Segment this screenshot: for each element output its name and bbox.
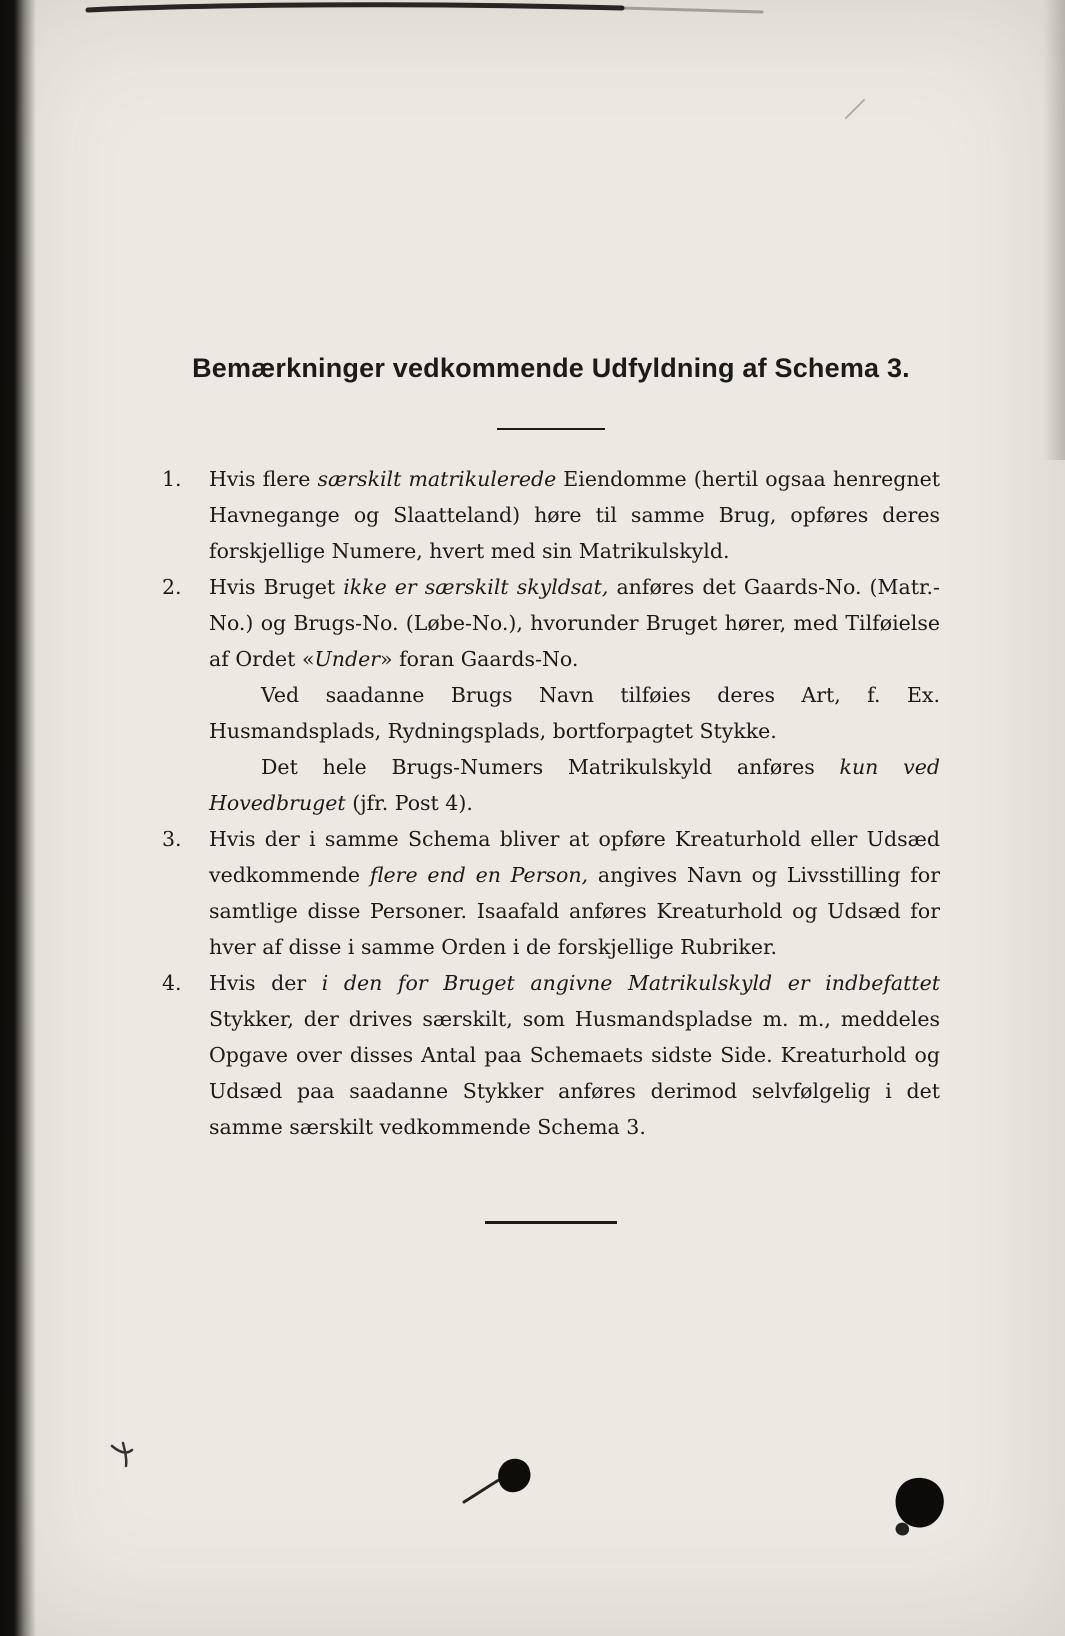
list-item: [162, 965, 940, 1145]
paragraph: Ved saadanne Brugs Navn tilføies deres Art, f. Ex. Husmandsplads, Rydningsplads, bortforpagtet Stykke.: [209, 683, 940, 743]
ink-blob-center-tail: [464, 1475, 507, 1502]
item-paragraphs: [209, 821, 940, 965]
paragraph: Hvis der i samme Schema bliver at opføre Kreaturhold eller Udsæd vedkommende flere end en Person, angives Navn og Livsstilling for samtlige disse Personer. Isaafald anføres Kreaturhold og Udsæd for hver af disse i samme Orden i de forskjellige Rubriker.: [209, 827, 940, 959]
item-number: 2.: [162, 575, 182, 599]
item-number: 4.: [162, 971, 182, 995]
title-divider: [497, 428, 605, 430]
page-title: Bemærkninger vedkommende Udfyldning af Schema 3.: [192, 353, 910, 383]
list-item: [162, 821, 940, 965]
item-paragraphs: [209, 461, 940, 569]
item-paragraphs: [209, 569, 940, 821]
binding-shadow: [0, 0, 36, 1636]
paragraph: Hvis Bruget ikke er særskilt skyldsat, anføres det Gaards-No. (Matr.-No.) og Brugs-No. (Løbe-No.), hvorunder Bruget hører, med Tilføielse af Ordet «Under» foran Gaards-No.: [209, 575, 940, 671]
paragraph: Hvis der i den for Bruget angivne Matrikulskyld er indbefattet Stykker, der drives særskilt, som Husmandspladse m. m., meddeles Opgave over disses Antal paa Schemaets sidste Side. Kreaturhold og Udsæd paa saadanne Stykker anføres derimod selvfølgelig i det samme særskilt vedkommende Schema 3.: [209, 971, 941, 1139]
item-number: 1.: [162, 467, 182, 491]
item-paragraphs: [209, 965, 940, 1145]
remarks-list: [162, 461, 940, 1145]
closing-divider: [485, 1221, 617, 1224]
top-edge-ink-mark: [88, 5, 622, 10]
ink-squiggle-left: [112, 1443, 132, 1466]
list-item: [162, 461, 940, 569]
list-item: [162, 569, 940, 821]
item-number: 3.: [162, 827, 182, 851]
scratch-mark: [846, 100, 864, 118]
ink-blob-center: [498, 1459, 530, 1492]
ink-blob-right-satellite: [896, 1523, 910, 1536]
page-content: [162, 352, 940, 1224]
paragraph: Hvis flere særskilt matrikulerede Eiendomme (hertil ogsaa henregnet Havnegange og Slaatteland) høre til samme Brug, opføres deres forskjellige Numere, hvert med sin Matrikulskyld.: [209, 467, 940, 563]
page-edge-shadow: [1043, 0, 1065, 460]
top-edge-ink-mark-faint: [622, 8, 762, 12]
ink-blob-right: [896, 1478, 944, 1528]
paragraph: Det hele Brugs-Numers Matrikulskyld anføres kun ved Hovedbruget (jfr. Post 4).: [209, 755, 941, 815]
